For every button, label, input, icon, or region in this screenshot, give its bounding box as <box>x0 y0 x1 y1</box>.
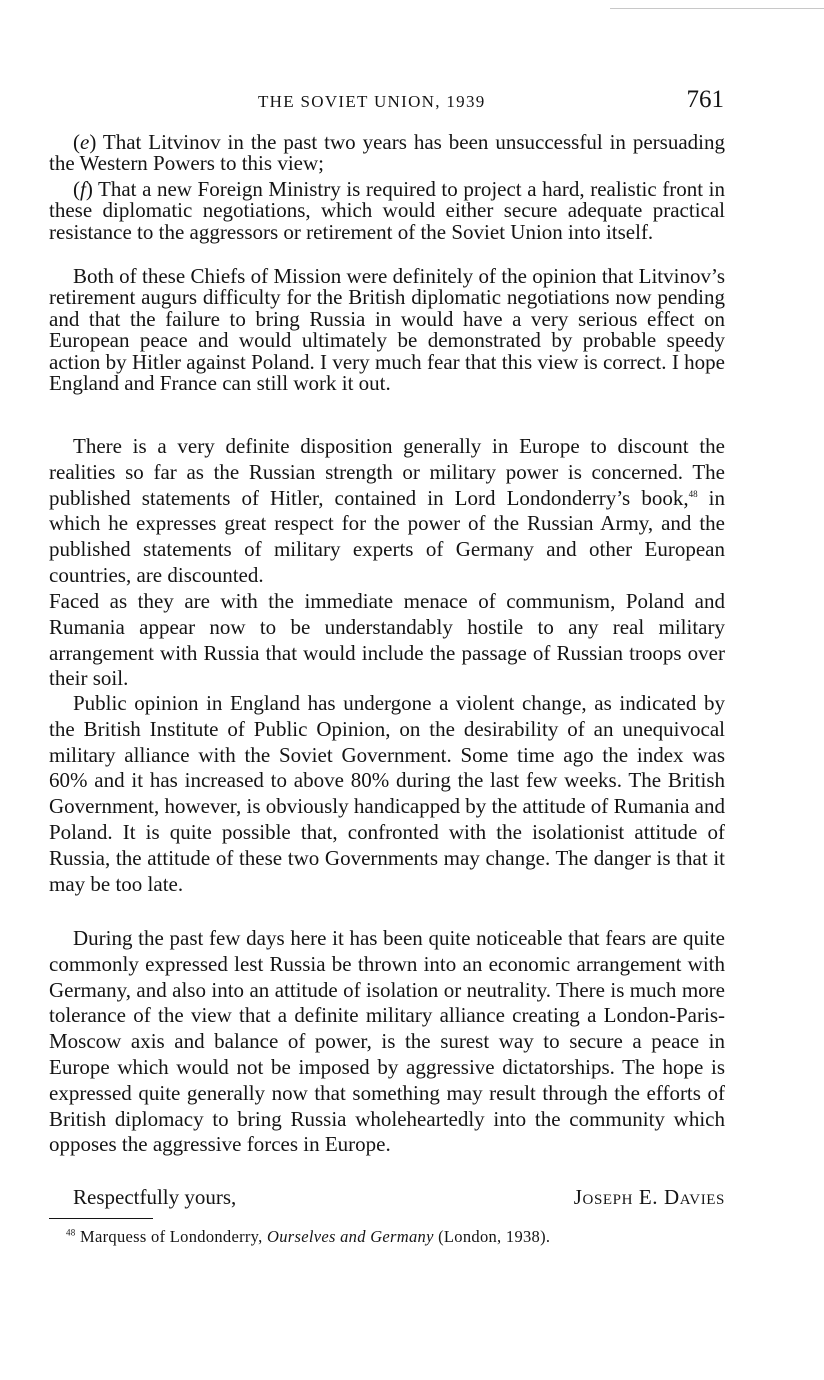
footnote-rule <box>49 1218 153 1219</box>
page-number: 761 <box>686 86 724 113</box>
top-edge-rule <box>610 8 824 9</box>
paragraph-text: There is a very definite disposition generally in Europe to discount the realities so far as the Russian strength or military power is concerned. The published statements of Hitler, contained in Lord Londonderry’s book, <box>49 434 725 510</box>
closing: Respectfully yours, <box>73 1185 237 1209</box>
footnote-details: (London, 1938). <box>433 1227 551 1246</box>
paragraph-poland-rumania: Faced as they are with the immediate menace of communism, Poland and Rumania appear now to be understandably hostile to any real military arrangement with Russia that would include the passage of Russian troops over their soil. <box>49 589 725 691</box>
footnote-number: 48 <box>66 1227 76 1238</box>
list-item-label: f <box>80 177 86 201</box>
list-item-label: e <box>80 130 90 154</box>
list-item-f: (f) That a new Foreign Ministry is required to project a hard, realistic front in these diplomatic negotiations, which would either secure adequate practical resistance to the aggressors or retirement of the Soviet Union into itself. <box>49 177 725 244</box>
paragraph-chiefs-of-mission: Both of these Chiefs of Mission were definitely of the opinion that Litvinov’s retirement augurs difficulty for the British diplomatic negotiations now pending and that the failure to bring Russia in would have a very serious effect on European peace and would ultimately be demonstrated by probable speedy action by Hitler against Poland. I very much fear that this view is correct. I hope England and France can still work it out. <box>49 264 725 396</box>
paragraph-europe-disposition <box>49 434 725 589</box>
footnote <box>66 1227 550 1247</box>
list-item-text: That a new Foreign Ministry is required to project a hard, realistic front in these diplomatic negotiations, which would either secure adequate practical resistance to the aggressors or retirement of the Soviet Union into itself. <box>49 177 725 244</box>
list-item-e: (e) That Litvinov in the past two years has been unsuccessful in persuading the Western Powers to this view; <box>49 130 725 176</box>
paragraph-recent-days: During the past few days here it has been quite noticeable that fears are quite commonly expressed lest Russia be thrown into an economic arrangement with Germany, and also into an attitude of isolation or neutrality. There is much more tolerance of the view that a definite military alliance creating a London-Paris-Moscow axis and balance of power, is the surest way to secure a peace in Europe which would not be imposed by aggressive dictatorships. The hope is expressed quite generally now that something may result through the efforts of British diplomacy to bring Russia wholeheartedly into the community which opposes the aggressive forces in Europe. <box>49 926 725 1157</box>
list-item-text: That Litvinov in the past two years has been unsuccessful in persuading the Western Powers to this view; <box>49 130 725 176</box>
footnote-author: Marquess of Londonderry, <box>75 1227 268 1246</box>
paragraph-public-opinion: Public opinion in England has undergone a violent change, as indicated by the British Institute of Public Opinion, on the desirability of an unequivocal military alliance with the Soviet Government. Some time ago the index was 60% and it has increased to above 80% during the last few weeks. The British Government, however, is obviously handicapped by the attitude of Rumania and Poland. It is quite possible that, confronted with the isolationist attitude of Russia, the attitude of these two Governments may change. The danger is that it may be too late. <box>49 691 725 896</box>
running-title: THE SOVIET UNION, 1939 <box>258 92 486 111</box>
paragraph-text: in which he expresses great respect for the power of the Russian Army, and the published statements of military experts of Germany and other European countries, are discounted. <box>49 485 725 587</box>
signature: Joseph E. Davies <box>573 1185 725 1209</box>
page-header <box>258 86 724 120</box>
footnote-title: Ourselves and Germany <box>267 1227 434 1246</box>
footnote-reference: 48 <box>688 488 698 499</box>
